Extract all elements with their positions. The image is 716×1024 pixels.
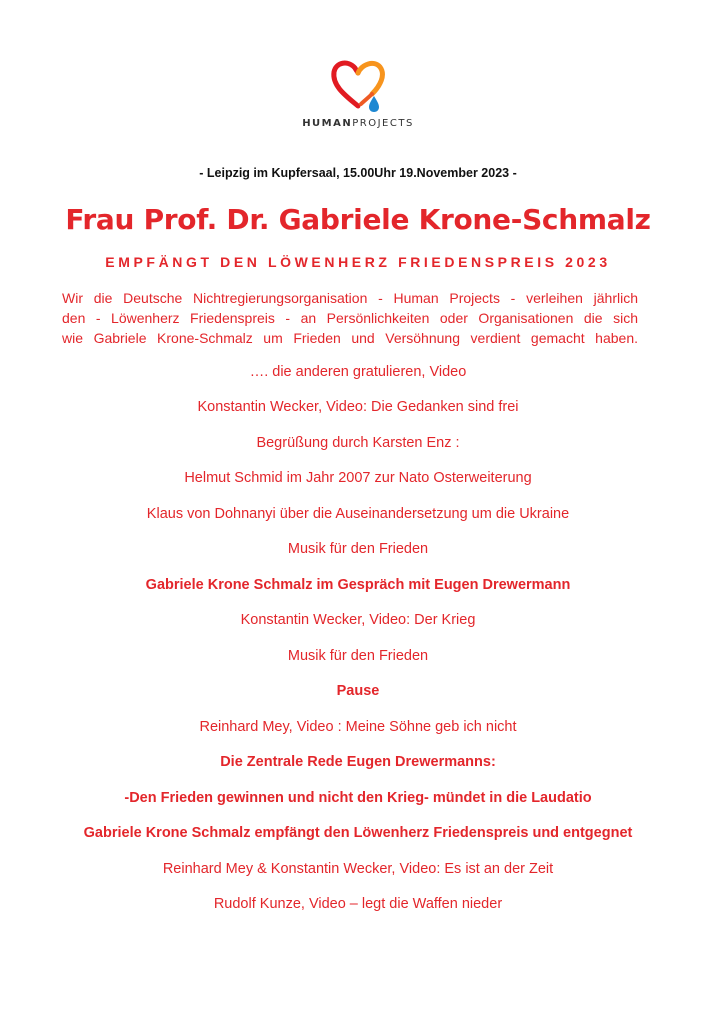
brand-bold: HUMAN (302, 118, 353, 129)
brand-light: PROJECTS (352, 118, 414, 129)
program-item: -Den Frieden gewinnen und nicht den Krieg- mündet in die Laudatio (124, 790, 592, 806)
program-item: Reinhard Mey, Video : Meine Söhne geb ich nicht (199, 719, 517, 735)
program-item: Reinhard Mey & Konstantin Wecker, Video: Es ist an der Zeit (162, 861, 554, 877)
page-subtitle: EMPFÄNGT DEN LÖWENHERZ FRIEDENSPREIS 2023 (105, 254, 611, 270)
event-dateline: - Leipzig im Kupfersaal, 15.00Uhr 19.November 2023 - (199, 166, 517, 180)
program-item: Helmut Schmid im Jahr 2007 zur Nato Osterweiterung (184, 470, 532, 486)
program-item: Konstantin Wecker, Video: Der Krieg (240, 612, 476, 628)
page-title: Frau Prof. Dr. Gabriele Krone-Schmalz (65, 203, 651, 236)
program-item: Begrüßung durch Karsten Enz : (256, 435, 460, 451)
heart-drop-icon (328, 58, 388, 112)
program-item: Gabriele Krone Schmalz empfängt den Löwenherz Friedenspreis und entgegnet (83, 825, 633, 841)
program-item: Rudolf Kunze, Video – legt die Waffen nieder (213, 896, 503, 912)
program-item: Konstantin Wecker, Video: Die Gedanken sind frei (197, 399, 519, 415)
intro-line: Wir die Deutsche Nichtregierungsorganisation - Human Projects - verleihen jährlich (62, 290, 638, 306)
intro-line: den - Löwenherz Friedenspreis - an Persönlichkeiten oder Organisationen die sich (62, 310, 638, 326)
program-item: Gabriele Krone Schmalz im Gespräch mit Eugen Drewermann (145, 577, 571, 593)
program-item: …. die anderen gratulieren, Video (249, 364, 467, 380)
intro-line: wie Gabriele Krone-Schmalz um Frieden und Versöhnung verdient gemacht haben. (62, 330, 638, 346)
program-item: Musik für den Frieden (287, 541, 429, 557)
program-item: Klaus von Dohnanyi über die Auseinandersetzung um die Ukraine (146, 506, 570, 522)
program-item: Musik für den Frieden (287, 648, 429, 664)
program-item: Die Zentrale Rede Eugen Drewermanns: (220, 754, 496, 770)
program-item: Pause (336, 683, 380, 699)
brand-name (302, 118, 414, 129)
human-projects-logo (0, 58, 716, 129)
intro-paragraph (62, 288, 638, 348)
